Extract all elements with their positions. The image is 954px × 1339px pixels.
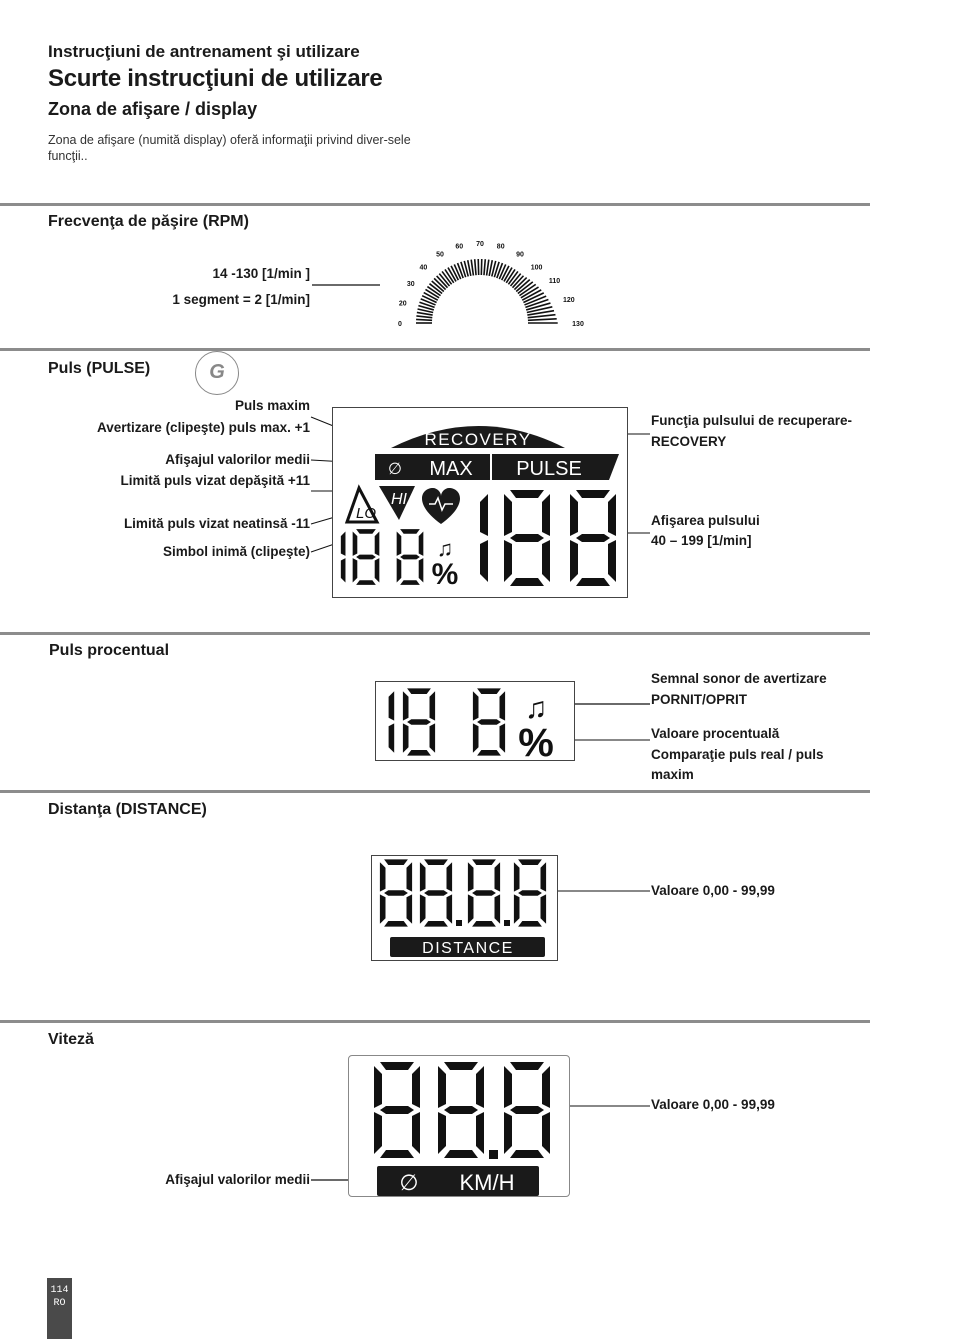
- label-speed-average: Afişajul valorilor medii: [165, 1172, 310, 1187]
- page-title: Scurte instrucţiuni de utilizare: [48, 65, 383, 92]
- label-pulse-display-2: 40 – 199 [1/min]: [651, 533, 752, 548]
- note-icon: ♫: [436, 536, 454, 561]
- label-percent-value-2: Comparaţie puls real / puls: [651, 747, 824, 762]
- rpm-tick-label: 90: [516, 251, 524, 259]
- rpm-tick-label: 100: [530, 264, 543, 272]
- rpm-segment-label: 1 segment = 2 [1/min]: [172, 292, 310, 307]
- note-icon: ♫: [524, 692, 548, 725]
- lcd-lo-text: LO: [355, 505, 377, 522]
- distance-title: Distanţa (DISTANCE): [48, 801, 207, 818]
- rpm-tick-label: 80: [496, 243, 505, 251]
- label-speed-value: Valoare 0,00 - 99,99: [651, 1097, 775, 1112]
- page-subtitle: Zona de afişare / display: [48, 99, 258, 119]
- figure-badge: G: [195, 351, 239, 395]
- label-limit-over: Limită puls vizat depăşită +11: [120, 473, 310, 488]
- label-distance-value: Valoare 0,00 - 99,99: [651, 883, 775, 898]
- lcd-percent-symbol: %: [518, 721, 554, 760]
- rpm-tick-label: 70: [476, 241, 484, 248]
- lcd-hi-text: HI: [391, 491, 407, 508]
- page-number-tab: [47, 1278, 72, 1339]
- rpm-tick-label: 30: [406, 281, 415, 288]
- rpm-title: Frecvenţa de păşire (RPM): [48, 213, 249, 230]
- label-max-pulse: Puls maxim: [234, 398, 310, 413]
- percent-title: Puls procentual: [49, 642, 170, 659]
- label-alarm-1: Semnal sonor de avertizare: [651, 671, 827, 686]
- lcd-recovery-text: RECOVERY: [424, 430, 532, 449]
- page-language: RO: [53, 1298, 66, 1309]
- page-kicker: Instrucţiuni de antrenament şi utilizare: [48, 42, 360, 61]
- label-percent-value-1: Valoare procentuală: [651, 726, 780, 741]
- page-number: 114: [50, 1285, 69, 1296]
- label-max-warning: Avertizare (clipeşte) puls max. +1: [97, 420, 310, 435]
- pulse-title: Puls (PULSE): [48, 360, 151, 377]
- lcd-kmh-text: KM/H: [459, 1170, 515, 1195]
- speed-lcd: [348, 1055, 570, 1197]
- lcd-percent-symbol: %: [431, 558, 459, 591]
- rpm-tick-label: 20: [398, 300, 407, 308]
- rpm-tick-label: 130: [572, 321, 584, 328]
- rpm-tick-label: 110: [548, 278, 561, 285]
- label-average: Afişajul valorilor medii: [165, 452, 310, 467]
- lcd-avg-symbol: ∅: [399, 1170, 419, 1195]
- label-pulse-display-1: Afişarea pulsului: [651, 513, 760, 528]
- label-percent-value-3: maxim: [651, 767, 694, 782]
- label-alarm-2: PORNIT/OPRIT: [651, 692, 748, 707]
- rpm-tick-label: 50: [436, 251, 444, 259]
- rpm-tick-label: 40: [419, 264, 428, 272]
- lcd-pulse-text: PULSE: [516, 458, 582, 480]
- lcd-avg-symbol: ∅: [388, 461, 402, 478]
- label-limit-under: Limită puls vizat neatinsă -11: [123, 516, 310, 531]
- lcd-max-text: MAX: [429, 458, 473, 480]
- lcd-distance-text: DISTANCE: [422, 940, 514, 957]
- speed-title: Viteză: [48, 1031, 94, 1048]
- intro-text: Zona de afişare (numită display) oferă informaţii privind diver-sele funcţii..: [48, 133, 411, 163]
- label-recovery-1: Funcţia pulsului de recuperare-: [651, 413, 853, 428]
- rpm-tick-label: 0: [398, 321, 402, 328]
- rpm-range-label: 14 -130 [1/min ]: [212, 266, 310, 281]
- label-heart-symbol: Simbol inimă (clipeşte): [162, 544, 310, 559]
- label-recovery-2: RECOVERY: [651, 434, 727, 449]
- rpm-tick-label: 120: [563, 297, 575, 305]
- rpm-tick-label: 60: [455, 243, 464, 251]
